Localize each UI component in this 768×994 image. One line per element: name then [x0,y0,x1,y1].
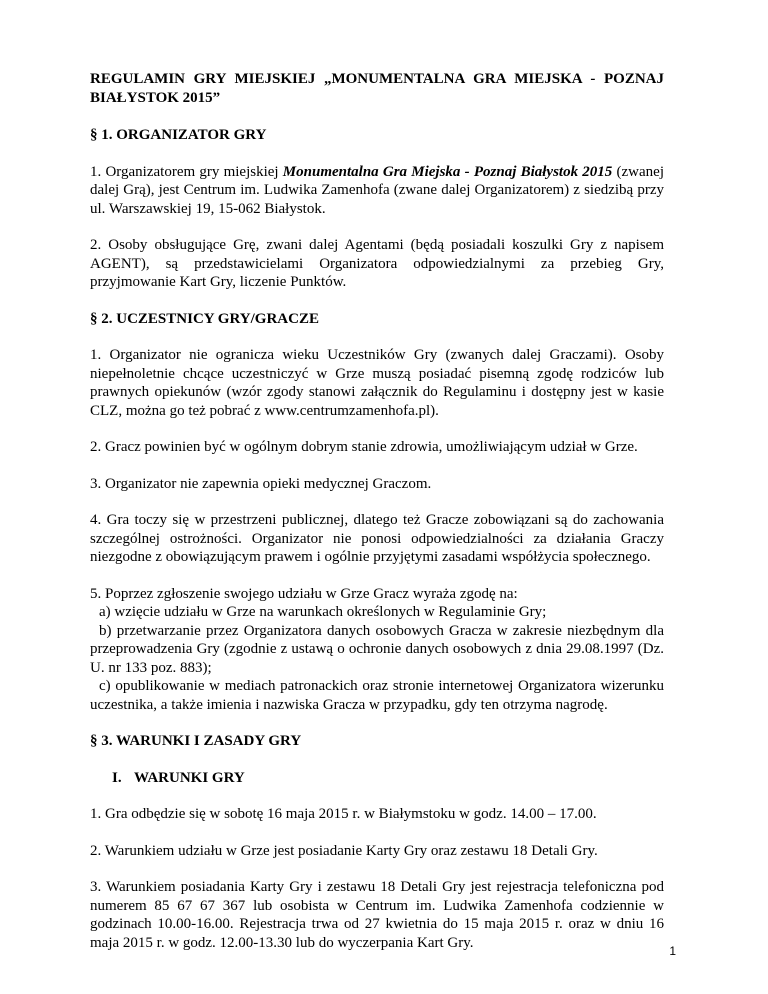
consent-item-c: c) opublikowanie w mediach patronackich oraz stronie internetowej Organizatora wizerunku uczestnika, a także imienia i nazwiska Gracza w przypadku, gdy ten otrzyma nagrodę. [90,678,664,713]
game-name-emphasis: Monumentalna Gra Miejska - Poznaj Białystok 2015 [282,163,613,180]
section-1-paragraph-2: 2. Osoby obsługujące Grę, zwani dalej Agentami (będą posiadali koszulki Gry z napisem AGENT), są przedstawicielami Organizatora odpowiedzialnymi za przebieg Gry, przyjmowanie Kart Gry, liczenie Punktów. [90,237,664,290]
subheading-number: I. [112,769,122,786]
document-page [90,70,664,970]
section-2-paragraph-4: 4. Gra toczy się w przestrzeni publicznej, dlatego też Gracze zobowiązani są do zachowania szczególnej ostrożności. Organizator nie ponosi odpowiedzialności za działania Graczy niezgodne z obowiązującym prawem i ogólnie przyjętymi zasadami współżycia społecznego. [90,512,664,565]
paragraph-text: (zwanej dalej Grą), jest Centrum im. Ludwika Zamenhofa (zwane dalej Organizatorem) z siedzibą przy ul. Warszawskiej 19, 15-062 Białystok. [90,163,664,217]
section-2-paragraph-3: 3. Organizator nie zapewnia opieki medycznej Graczom. [90,475,432,492]
section-2-paragraph-5 [90,585,664,715]
section-2-paragraph-1: 1. Organizator nie ogranicza wieku Uczestników Gry (zwanych dalej Graczami). Osoby niepełnoletnie chcące uczestniczyć w Grze muszą posiadać pisemną zgodę rodziców lub prawnych opiekunów (wzór zgody stanowi załącznik do Regulaminu i dostępny jest w kasie CLZ, można go też pobrać z www.centrumzamenhofa.pl). [90,347,664,419]
section-2-paragraph-2: 2. Gracz powinien być w ogólnym dobrym stanie zdrowia, umożliwiającym udział w Grze. [90,439,638,455]
section-1-heading: § 1. ORGANIZATOR GRY [90,127,267,143]
consent-item-b: b) przetwarzanie przez Organizatora danych osobowych Gracza w zakresie niezbędnym dla przeprowadzenia Gry (zgodnie z ustawą o ochronie danych osobowych z dnia 29.08.1997 (Dz. U. nr 133 poz. 883); [90,622,664,676]
section-3-heading: § 3. WARUNKI I ZASADY GRY [90,733,302,749]
consent-item-a: a) wzięcie udziału w Grze na warunkach określonych w Regulaminie Gry; [99,604,547,620]
section-3-paragraph-1: 1. Gra odbędzie się w sobotę 16 maja 2015 r. w Białymstoku w godz. 14.00 – 17.00. [90,806,597,822]
section-3-subheading [90,769,664,788]
section-3-paragraph-2: 2. Warunkiem udziału w Grze jest posiadanie Karty Gry oraz zestawu 18 Detali Gry. [90,842,598,859]
section-3-paragraph-3: 3. Warunkiem posiadania Karty Gry i zestawu 18 Detali Gry jest rejestracja telefoniczna pod numerem 85 67 67 367 lub osobista w Centrum im. Ludwika Zamenhofa codziennie w godzinach 10.00-16.00. Rejestracja trwa od 27 kwietnia do 15 maja 2015 r. oraz w dniu 16 maja 2015 r. w godz. 12.00-13.30 lub do wyczerpania Kart Gry. [90,879,664,951]
section-2-heading: § 2. UCZESTNICY GRY/GRACZE [90,310,319,327]
page-number: 1 [669,944,676,958]
paragraph-text: 1. Organizatorem gry miejskiej [90,163,283,180]
subheading-text: WARUNKI GRY [134,769,245,786]
consent-intro: 5. Poprzez zgłoszenie swojego udziału w Grze Gracz wyraża zgodę na: [90,585,518,602]
document-title: REGULAMIN GRY MIEJSKIEJ „MONUMENTALNA GRA MIEJSKA - POZNAJ BIAŁYSTOK 2015” [90,71,664,106]
section-1-paragraph-1 [90,163,664,219]
